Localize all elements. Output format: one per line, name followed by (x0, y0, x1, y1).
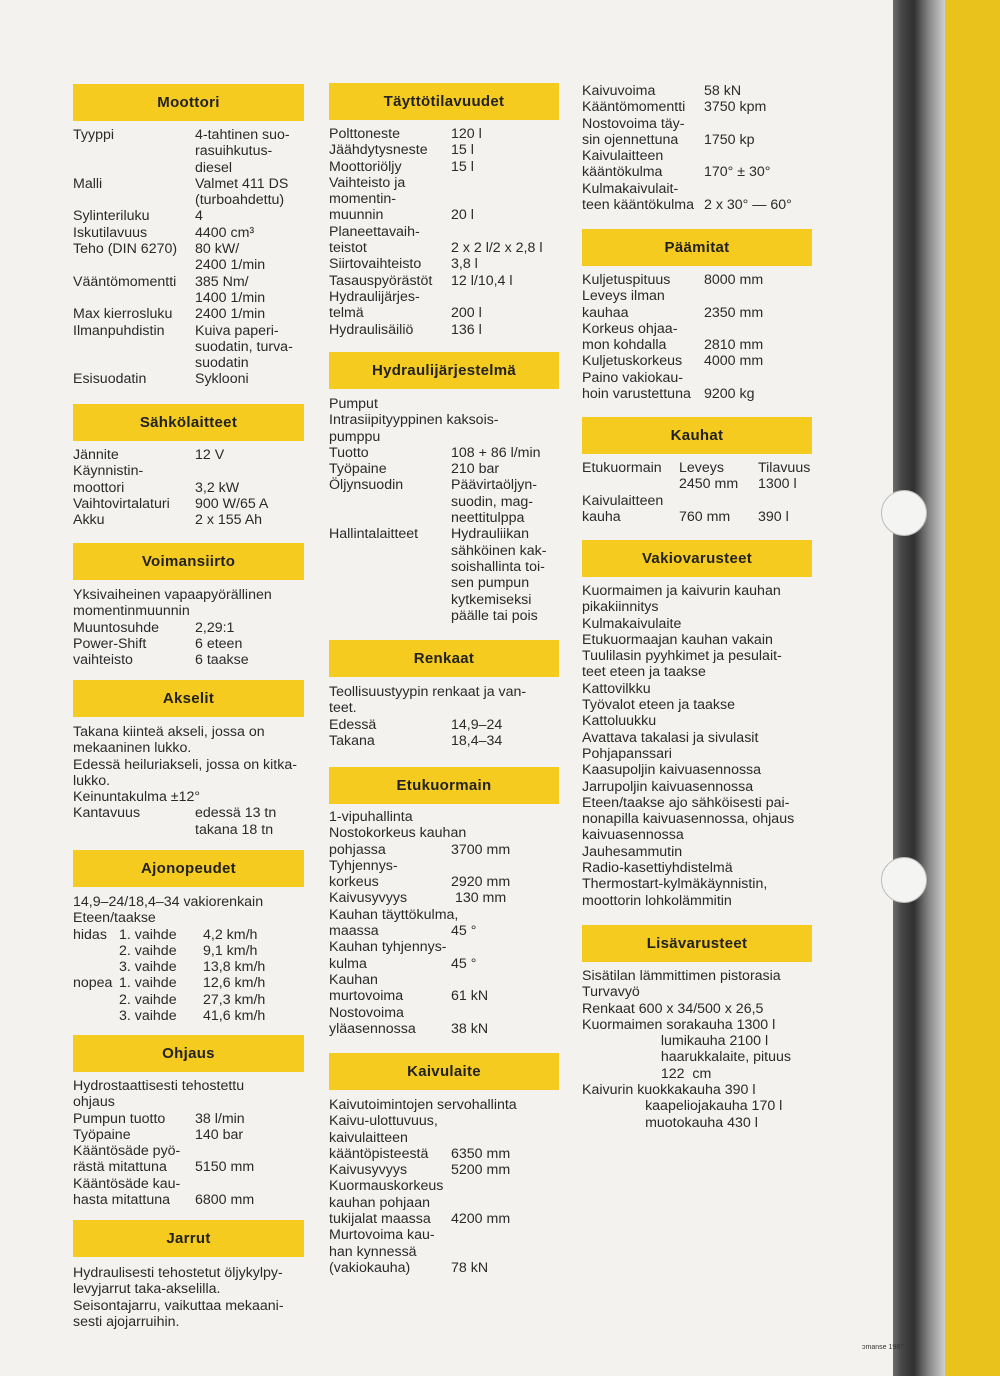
section-title: Kaivulaite (407, 1063, 481, 1080)
speed-range (73, 992, 119, 1008)
spec-value: 14,9–24 (451, 716, 503, 733)
speed-row (73, 943, 265, 959)
spec-row (582, 353, 763, 369)
section-header-tayttotilavuudet (329, 83, 559, 120)
spec-value: Kuiva paperi- suodatin, turva- suodatin (195, 322, 293, 372)
section-intro: Takana kiinteä akseli, jossa on mekaaninen lukko. Edessä heiluriakseli, jossa on kitka- lukko. Keinuntakulma ±12° (73, 724, 297, 806)
section-header-kaivulaite (329, 1053, 559, 1090)
spec-row (329, 1178, 510, 1227)
section-title: Ohjaus (162, 1045, 215, 1062)
spec-label: Kauhan tyhjennys- kulma (329, 939, 447, 972)
section-intro: Pumput Intrasiipityyppinen kaksois- pumppu (329, 396, 499, 445)
spec-value: 1750 kp (704, 131, 755, 148)
spec-label: Max kierrosluku (73, 306, 173, 323)
spec-label: Kuljetuspituus (582, 272, 671, 288)
spec-label: Kaivusyvyys (329, 1162, 408, 1179)
spec-row (73, 805, 297, 838)
spec-row (73, 1127, 254, 1143)
section-intro: 14,9–24/18,4–34 vakiorenkain Eteen/taakse (73, 894, 264, 927)
spec-row (582, 370, 763, 403)
spec-row (329, 526, 546, 624)
section-title: Akselit (162, 690, 215, 707)
spec-row (329, 322, 542, 338)
spec-value: 900 W/65 A (195, 495, 269, 512)
section-title: Etukuormain (396, 777, 492, 794)
spec-row (329, 858, 510, 891)
kauhat-row2-volume: 390 l (758, 509, 789, 526)
spec-label: Leveys ilman kauhaa (582, 288, 665, 321)
spec-row (582, 83, 792, 99)
spec-value: 5200 mm (451, 1162, 511, 1179)
spec-label: Polttoneste (329, 126, 400, 142)
spec-row (582, 181, 792, 214)
spec-row (73, 371, 293, 387)
spec-value: 2350 mm (704, 304, 764, 321)
spec-value: 4000 mm (704, 353, 764, 370)
spec-value: 20 l (451, 207, 474, 224)
spec-label: Työpaine (73, 1126, 131, 1143)
section-title: Sähkölaitteet (139, 414, 238, 431)
spec-row (73, 127, 293, 176)
spec-value: 80 kW/ 2400 1/min (195, 241, 266, 274)
spec-label: Paino vakiokau- hoin varustettuna (582, 369, 691, 403)
spec-row (329, 1097, 517, 1113)
speed-range (73, 1008, 119, 1024)
section-intro: Hydrostaattisesti tehostettu ohjaus (73, 1078, 245, 1111)
spec-label: Malli (73, 175, 103, 192)
spec-label: Nostovoima täy- sin ojennettuna (582, 115, 685, 148)
spec-label: Nostokorkeus kauhan pohjassa (329, 825, 467, 858)
spec-label: Sylinteriluku (73, 208, 150, 225)
spec-row (73, 306, 293, 322)
spec-row (329, 142, 542, 158)
spec-row (73, 274, 293, 307)
section-title: Jarrut (166, 1230, 211, 1247)
spec-value: 4 (195, 208, 203, 225)
section-title: Päämitat (664, 239, 730, 256)
section-title: Renkaat (413, 650, 475, 667)
spec-list-moottori (73, 127, 293, 388)
spec-row (73, 241, 293, 274)
spec-list-etukuormain (329, 809, 510, 1037)
spec-row (73, 1111, 254, 1127)
spec-value: 12 V (195, 447, 225, 463)
spec-value: 6 eteen 6 taakse (195, 635, 249, 669)
spec-value: 58 kN (704, 83, 742, 99)
spec-label: Vääntömomentti (73, 273, 177, 290)
spec-row (73, 208, 293, 224)
spec-row (582, 148, 792, 181)
spec-list-sahkolaitteet (73, 447, 268, 528)
spec-label: Kaivuvoima (582, 83, 656, 99)
spec-row (329, 890, 510, 906)
spec-label: Kaivutoimintojen servohallinta (329, 1097, 517, 1113)
spec-value: 3,8 l (451, 256, 478, 273)
spec-row (329, 809, 510, 825)
spec-value: 9200 kg (704, 386, 755, 403)
spec-value: 5150 mm (195, 1159, 255, 1176)
spec-value: 170° ± 30° (704, 164, 771, 181)
spec-value: 130 mm (451, 890, 507, 907)
spec-row (329, 1162, 510, 1178)
section-header-hydraulijarjestelma (329, 352, 559, 389)
spec-row (329, 461, 546, 477)
vakiovarusteet-list: Kuormaimen ja kaivurin kauhan pikakiinnitys Kulmakaivulaite Etukuormaajan kauhan vakain Tuulilasin pyyhkimet ja pesulait- teet eteen ja taakse Kattovilkku Työvalot eteen ja taakse Kattoluukku Avattava takalasi ja sivulasit Pohjapanssari Kaasupoljin kaivuasennossa Jarrupoljin kaivuasennossa Eteen/taakse ajo sähköisesti pai- nonapilla kaivuasennossa, ohjaus kaivuasennossa Jauhesammutin Radio-kasettiyhdistelmä Thermostart-kylmäkäynnistin, moottorin lohkolämmitin (582, 583, 795, 909)
section-header-kauhat (582, 417, 812, 454)
spec-label: Käynnistin- moottori (73, 463, 144, 496)
spec-value: 2 x 30° — 60° (704, 197, 792, 214)
spec-label: Tyhjennys- korkeus (329, 857, 398, 891)
spec-label: Kaivusyvyys (329, 890, 408, 907)
spec-label: Edessä (329, 716, 377, 733)
punch-hole (881, 857, 927, 903)
section-header-lisavarusteet (582, 925, 812, 962)
spec-value: 2 x 155 Ah (195, 512, 263, 529)
spec-row (582, 272, 763, 288)
spec-label: Siirtovaihteisto (329, 256, 422, 273)
spec-label: Nostovoima yläasennossa (329, 1004, 416, 1037)
spec-value: 61 kN (451, 988, 489, 1005)
spec-label: Kuljetuskorkeus (582, 353, 683, 370)
spec-value: 12 l/10,4 l (451, 272, 513, 289)
spec-value: 108 + 86 l/min (451, 444, 541, 461)
spec-value: 38 l/min (195, 1110, 245, 1127)
spec-value: 15 l (451, 142, 474, 159)
spec-value: edessä 13 tn takana 18 tn (195, 805, 277, 838)
section-header-renkaat (329, 640, 559, 677)
spec-row (329, 825, 510, 858)
spec-row (582, 321, 763, 354)
speed-range: nopea (73, 975, 113, 992)
spec-list-hydraulijarjestelma (329, 396, 546, 624)
section-header-paamitat (582, 229, 812, 266)
speed-gear: 1. vaihde (119, 975, 177, 992)
spec-value: 78 kN (451, 1259, 489, 1276)
speed-value: 41,6 km/h (203, 1008, 266, 1025)
footer-credit: ɔmanse 1987 (862, 1344, 905, 1351)
spec-value: 3,2 kW (195, 479, 240, 496)
spec-value: 2810 mm (704, 337, 764, 354)
spec-row (329, 159, 542, 175)
spec-label: Kauhan murtovoima (329, 971, 404, 1005)
spec-row (582, 116, 792, 149)
spec-label: Pumpun tuotto (73, 1110, 166, 1127)
spec-row (582, 288, 763, 321)
speed-row (73, 927, 265, 943)
spec-row (582, 99, 792, 115)
spec-value: Valmet 411 DS (turboahdettu) (195, 175, 289, 209)
section-title: Täyttötilavuudet (383, 93, 505, 110)
section-title: Ajonopeudet (141, 860, 236, 877)
section-header-etukuormain (329, 767, 559, 804)
spec-list-voimansiirto (73, 587, 272, 668)
speed-value: 12,6 km/h (203, 975, 266, 992)
yellow-cover-band (945, 0, 1000, 1376)
spec-value: 18,4–34 (451, 732, 503, 749)
section-header-voimansiirto (73, 543, 304, 580)
section-header-ohjaus (73, 1035, 304, 1072)
spec-row (73, 1143, 254, 1176)
section-intro: Yksivaiheinen vapaapyörällinen momentinmuunnin (73, 587, 272, 620)
spec-label: Tuotto (329, 444, 369, 461)
section-title: Vakiovarusteet (641, 550, 753, 567)
spec-value: 2 x 2 l/2 x 2,8 l (451, 240, 543, 257)
spec-value: 6350 mm (451, 1145, 511, 1162)
spec-label: Työpaine (329, 461, 387, 478)
speed-range (73, 959, 119, 975)
spec-row (73, 447, 268, 463)
spec-list-ohjaus (73, 1078, 254, 1208)
spec-value: 136 l (451, 321, 482, 338)
spec-value: 120 l (451, 126, 482, 142)
spec-label: Kantavuus (73, 805, 141, 822)
spec-label: 1-vipuhallinta (329, 809, 413, 825)
speed-row (73, 1008, 265, 1024)
spec-list-renkaat (329, 684, 526, 749)
section-header-moottori (73, 84, 304, 121)
spec-label: Hydraulisäiliö (329, 321, 414, 338)
spec-value: 6800 mm (195, 1192, 255, 1209)
kauhat-row2-width: 760 mm (679, 509, 731, 526)
spec-row (329, 939, 510, 972)
spec-row (329, 1005, 510, 1038)
binder-edge (893, 0, 945, 1376)
spec-row (73, 176, 293, 209)
speed-value: 9,1 km/h (203, 942, 258, 959)
spec-row (329, 175, 542, 224)
spec-value: 4400 cm³ (195, 224, 255, 241)
speed-value: 4,2 km/h (203, 926, 258, 943)
spec-value: 4-tahtinen suo- rasuihkutus- diesel (195, 127, 290, 176)
spec-value: 2920 mm (451, 874, 511, 891)
spec-value: 3750 kpm (704, 99, 767, 116)
spec-value: 385 Nm/ 1400 1/min (195, 273, 266, 306)
spec-value: 200 l (451, 305, 482, 322)
section-header-vakiovarusteet (582, 540, 812, 577)
spec-value: 15 l (451, 158, 474, 175)
spec-label: Iskutilavuus (73, 224, 148, 241)
spec-value: Hydrauliikan sähköinen kak- soishallinta toi- sen pumpun kytkemiseksi päälle tai pois (451, 526, 547, 624)
kauhat-col2: Leveys 2450 mm (679, 460, 739, 493)
section-header-akselit (73, 680, 304, 717)
spec-label: Kääntösäde pyö- rästä mitattuna (73, 1143, 181, 1176)
spec-label: Vaihteisto ja momentin- muunnin (329, 174, 406, 224)
spec-label: Tyyppi (73, 127, 115, 143)
spec-label: Ilmanpuhdistin (73, 322, 165, 339)
spec-label: Kulmakaivulait- teen kääntökulma (582, 180, 694, 214)
spec-list-jarrut (73, 1265, 284, 1330)
spec-label: Kauhan täyttökulma, maassa (329, 906, 459, 940)
spec-row (329, 273, 542, 289)
section-title: Hydraulijärjestelmä (371, 362, 517, 379)
spec-value: 45 ° (451, 955, 477, 972)
speed-gear: 2. vaihde (119, 991, 177, 1008)
spec-label: Akku (73, 512, 105, 529)
spec-row (329, 1113, 510, 1162)
spec-value: 45 ° (451, 923, 477, 940)
spec-label: Hydraulijärjes- telmä (329, 288, 420, 322)
spec-label: Teho (DIN 6270) (73, 241, 178, 258)
spec-row (73, 620, 272, 636)
lisavarusteet-list: Sisätilan lämmittimen pistorasia Turvavyö Renkaat 600 x 34/500 x 26,5 Kuormaimen sorakauha 1300 l lumikauha 2100 l haarukkalaite, pituus 122 cm Kaivurin kuokkakauha 390 l kaapeliojakauha 170 l muotokauha 430 l (582, 968, 791, 1131)
kauhat-col1: Etukuormain (582, 460, 662, 476)
spec-value: 3700 mm (451, 841, 511, 858)
spec-row (73, 463, 268, 496)
section-intro: Teollisuustyypin renkaat ja van- teet. (329, 684, 527, 717)
speed-gear: 3. vaihde (119, 959, 177, 976)
spec-label: Takana (329, 732, 375, 749)
section-title: Moottori (157, 94, 220, 111)
spec-row (329, 126, 542, 142)
spec-row (329, 972, 510, 1005)
spec-row (329, 289, 542, 322)
spec-label: Kääntömomentti (582, 99, 686, 116)
spec-label: Muuntosuhde (73, 619, 159, 636)
section-header-sahkolaitteet (73, 404, 304, 441)
spec-value: 140 bar (195, 1126, 244, 1143)
spec-row (329, 224, 542, 257)
spec-label: Korkeus ohjaa- mon kohdalla (582, 320, 678, 354)
spec-list-ajonopeudet (73, 894, 265, 1024)
spec-label: Jäähdytysneste (329, 142, 428, 159)
spec-label: Öljynsuodin (329, 477, 404, 494)
spec-row (73, 1176, 254, 1209)
spec-list-kaivulaite-cont (582, 83, 792, 213)
section-title: Lisävarusteet (646, 935, 748, 952)
spec-row (329, 256, 542, 272)
spec-row (329, 445, 546, 461)
section-title: Kauhat (670, 427, 724, 444)
spec-list-paamitat (582, 272, 763, 402)
spec-label: Vaihtovirtalaturi (73, 495, 170, 512)
spec-row (73, 496, 268, 512)
section-header-jarrut (73, 1220, 304, 1257)
spec-label: Esisuodatin (73, 371, 147, 388)
speed-range (73, 943, 119, 959)
spec-row (73, 323, 293, 372)
spec-value: 2400 1/min (195, 306, 266, 323)
speed-gear: 1. vaihde (119, 926, 177, 943)
punch-hole (881, 490, 927, 536)
spec-label: Moottoriöljy (329, 158, 402, 175)
spec-row (329, 477, 546, 526)
spec-label: Kaivulaitteen kääntökulma (582, 148, 664, 181)
spec-label: Power-Shift vaihteisto (73, 635, 147, 669)
spec-value: Päävirtaöljyn- suodin, mag- neettitulppa (451, 477, 537, 527)
spec-value: Syklooni (195, 371, 249, 388)
spec-list-tayttotilavuudet (329, 126, 542, 338)
section-title: Voimansiirto (141, 553, 236, 570)
section-header-ajonopeudet (73, 850, 304, 887)
spec-list-akselit (73, 724, 297, 838)
spec-row (329, 717, 526, 733)
spec-label: Murtovoima kau- han kynnessä (vakiokauha) (329, 1227, 435, 1276)
spec-row (329, 733, 526, 749)
kauhat-col3: Tilavuus 1300 l (758, 460, 811, 493)
spec-label: Jännite (73, 447, 119, 463)
speed-value: 13,8 km/h (203, 959, 266, 976)
spec-label: Hallintalaitteet (329, 526, 419, 543)
spec-value: 2,29:1 (195, 619, 235, 636)
spec-row (329, 907, 510, 940)
spec-list-kaivulaite (329, 1097, 517, 1276)
spec-label: Kuormauskorkeus kauhan pohjaan tukijalat maassa (329, 1178, 444, 1228)
speed-gear: 3. vaihde (119, 1008, 177, 1025)
spec-row (329, 1227, 510, 1276)
spec-row (73, 512, 268, 528)
spec-label: Tasauspyörästöt (329, 272, 433, 289)
spec-row (73, 636, 272, 669)
speed-gear: 2. vaihde (119, 942, 177, 959)
speed-value: 27,3 km/h (203, 991, 266, 1008)
kauhat-row2-label: Kaivulaitteen kauha (582, 493, 664, 526)
spec-value: 210 bar (451, 461, 500, 478)
speed-range: hidas (73, 926, 107, 943)
spec-label: Planeettavaih- teistot (329, 223, 420, 257)
spec-value: 38 kN (451, 1020, 489, 1037)
spec-label: Kääntösäde kau- hasta mitattuna (73, 1175, 181, 1209)
spec-value: 4200 mm (451, 1211, 511, 1228)
spec-label: Kaivu-ulottuvuus, kaivulaitteen kääntöpisteestä (329, 1113, 438, 1162)
speed-row (73, 975, 265, 991)
speed-row (73, 959, 265, 975)
speed-row (73, 992, 265, 1008)
spec-value: 8000 mm (704, 272, 764, 288)
spec-row (73, 225, 293, 241)
section-intro: Hydraulisesti tehostetut öljykylpy- levyjarrut taka-akselilla. Seisontajarru, vaikuttaa mekaani- sesti ajojarruihin. (73, 1265, 284, 1330)
